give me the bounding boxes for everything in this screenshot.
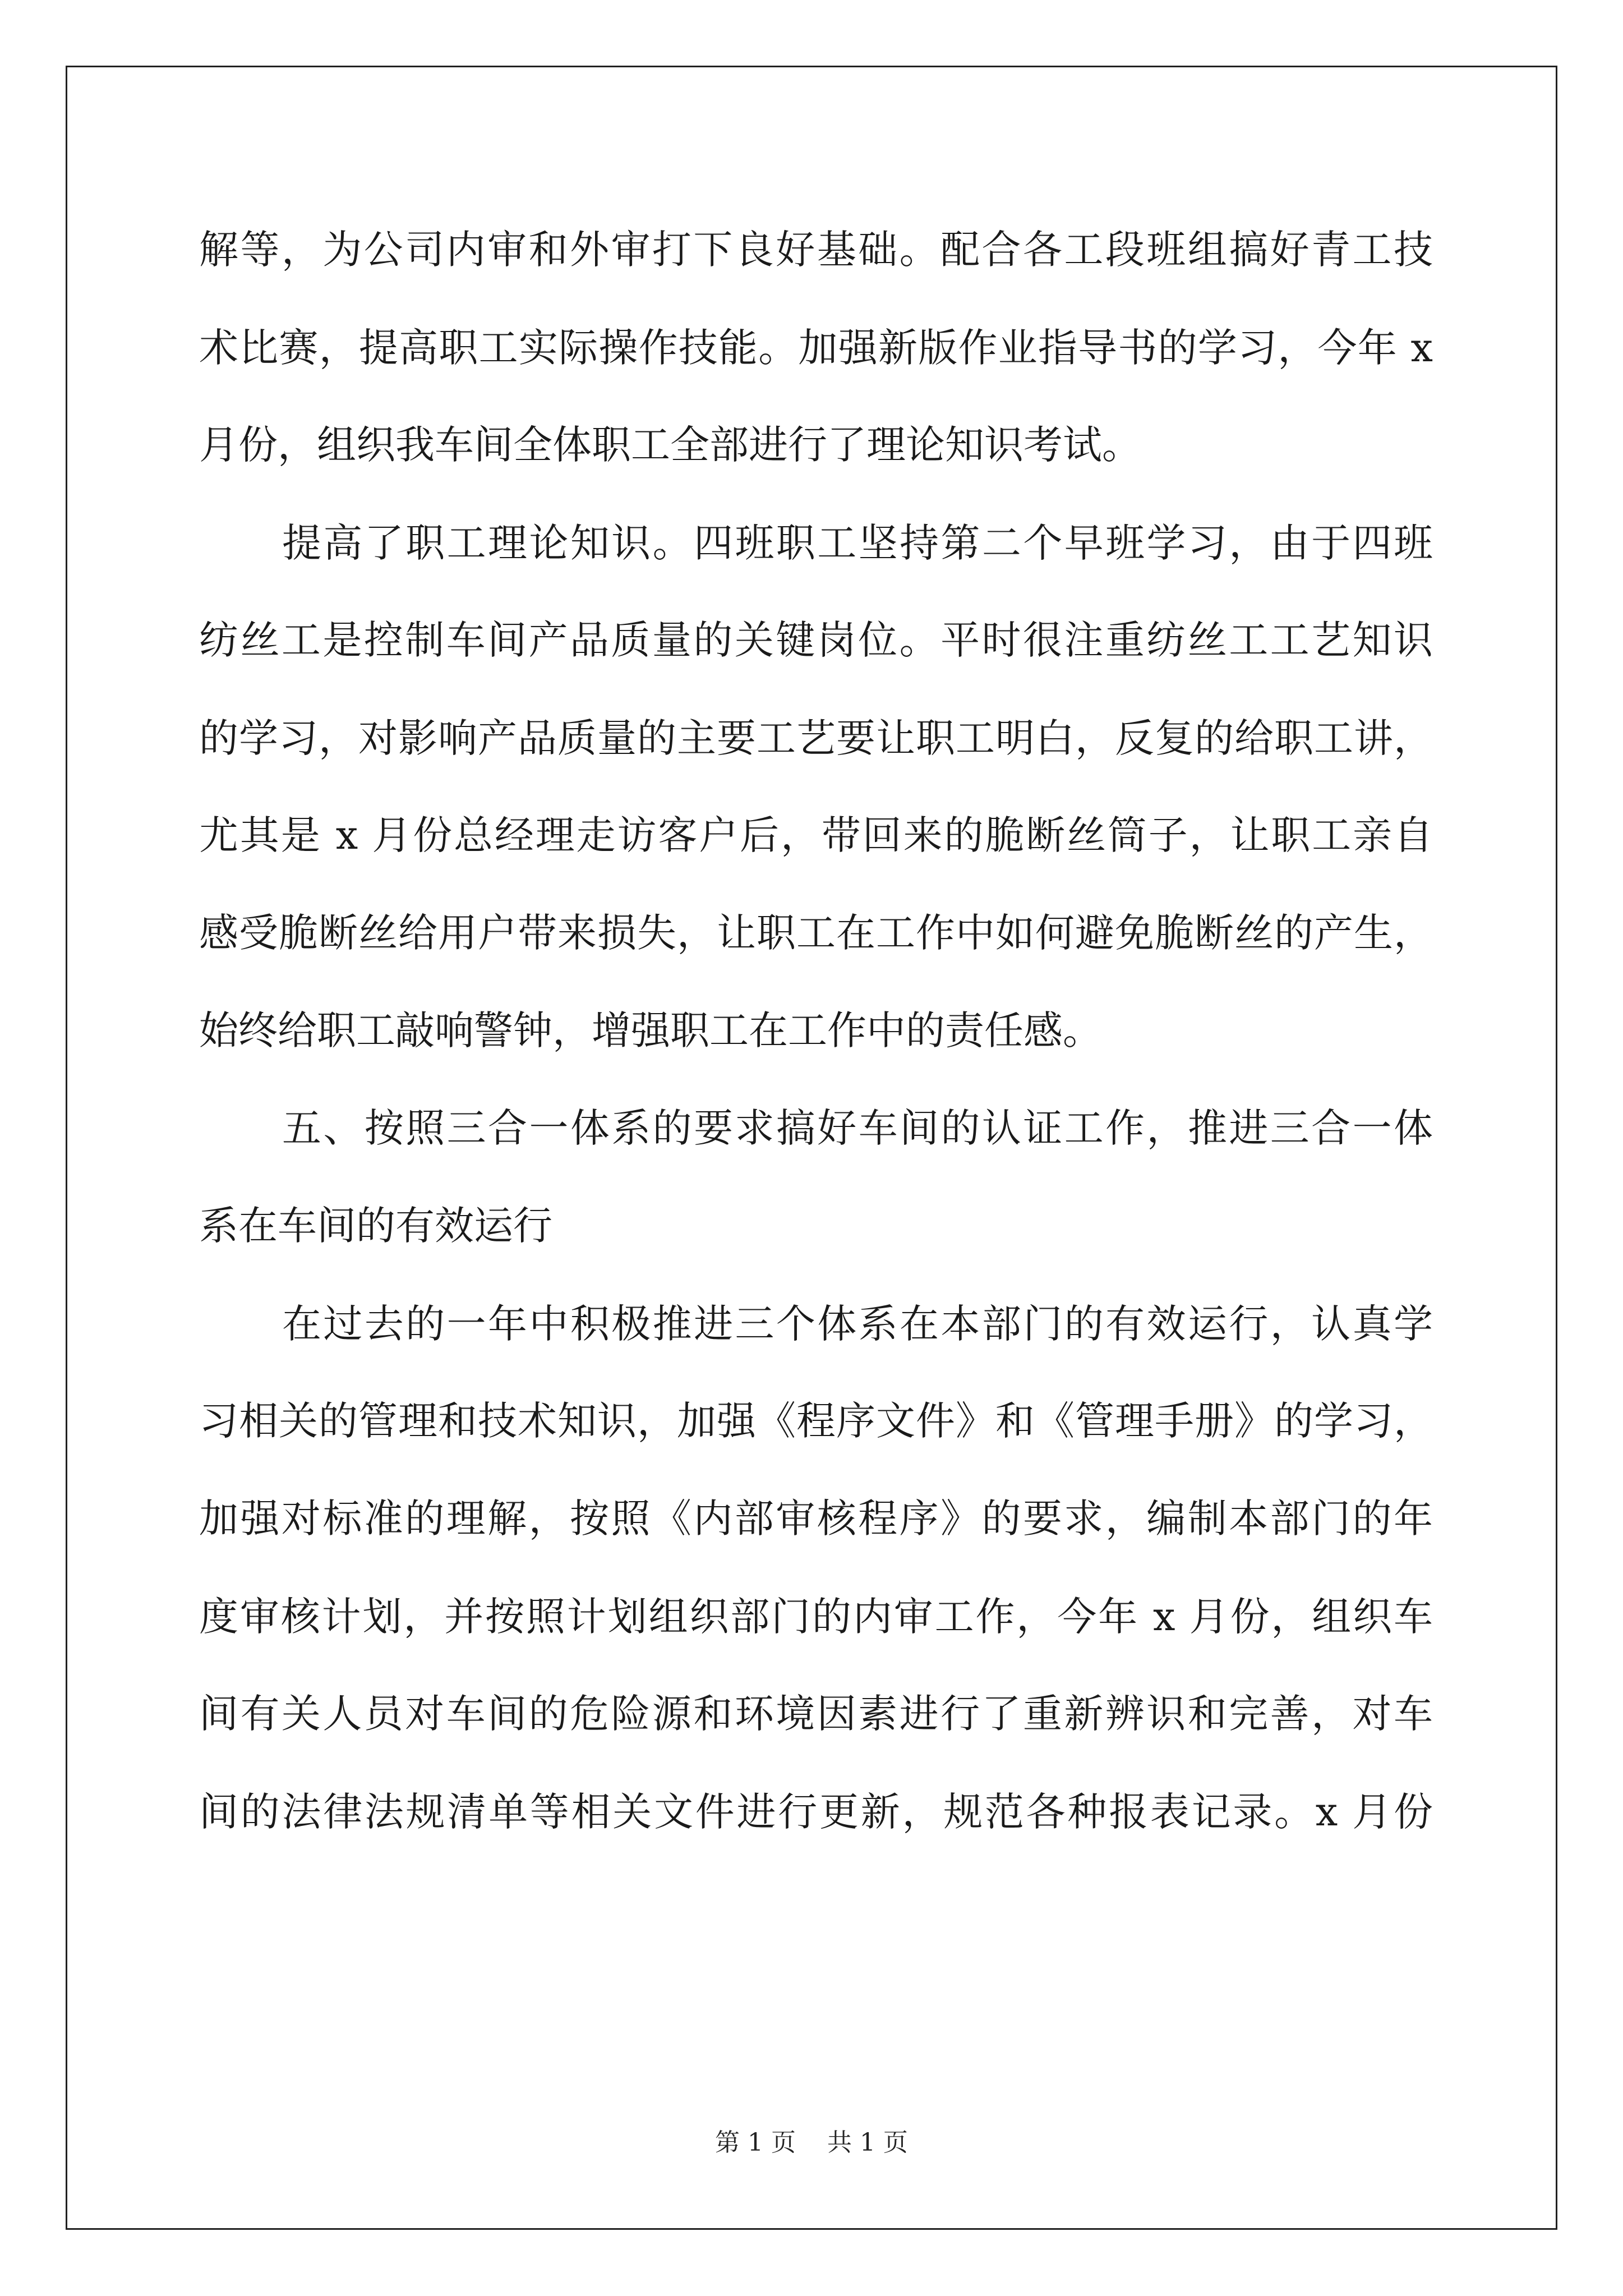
text-line: 的学习，对影响产品质量的主要工艺要让职工明白，反复的给职工讲， [199,715,1433,761]
text-line: 术比赛，提高职工实际操作技能。加强新版作业指导书的学习，今年 x [199,325,1433,371]
text-line: 度审核计划，并按照计划组织部门的内审工作，今年 x 月份，组织车 [199,1594,1433,1640]
text-line: 提高了职工理论知识。四班职工坚持第二个早班学习，由于四班 [282,520,1433,566]
text-line: 纺丝工是控制车间产品质量的关键岗位。平时很注重纺丝工工艺知识 [199,617,1433,663]
text-line: 间的法律法规清单等相关文件进行更新，规范各种报表记录。x 月份 [199,1789,1433,1835]
page-number-footer: 第 1 页 共 1 页 [715,2128,908,2157]
text-line: 尤其是 x 月份总经理走访客户后，带回来的脆断丝筒子，让职工亲自 [199,812,1433,858]
section-heading-line: 系在车间的有效运行 [199,1203,552,1249]
text-line: 加强对标准的理解，按照《内部审核程序》的要求，编制本部门的年 [199,1496,1433,1542]
text-line: 月份，组织我车间全体职工全部进行了理论知识考试。 [199,422,1141,468]
text-line: 习相关的管理和技术知识，加强《程序文件》和《管理手册》的学习， [199,1398,1433,1444]
text-line: 始终给职工敲响警钟，增强职工在工作中的责任感。 [199,1007,1102,1053]
text-line: 解等，为公司内审和外审打下良好基础。配合各工段班组搞好青工技 [199,227,1433,273]
text-line: 间有关人员对车间的危险源和环境因素进行了重新辨识和完善，对车 [199,1691,1433,1737]
text-line: 感受脆断丝给用户带来损失，让职工在工作中如何避免脆断丝的产生， [199,910,1433,956]
section-heading-line: 五、按照三合一体系的要求搞好车间的认证工作，推进三合一体 [282,1105,1433,1151]
text-line: 在过去的一年中积极推进三个体系在本部门的有效运行，认真学 [282,1301,1433,1347]
